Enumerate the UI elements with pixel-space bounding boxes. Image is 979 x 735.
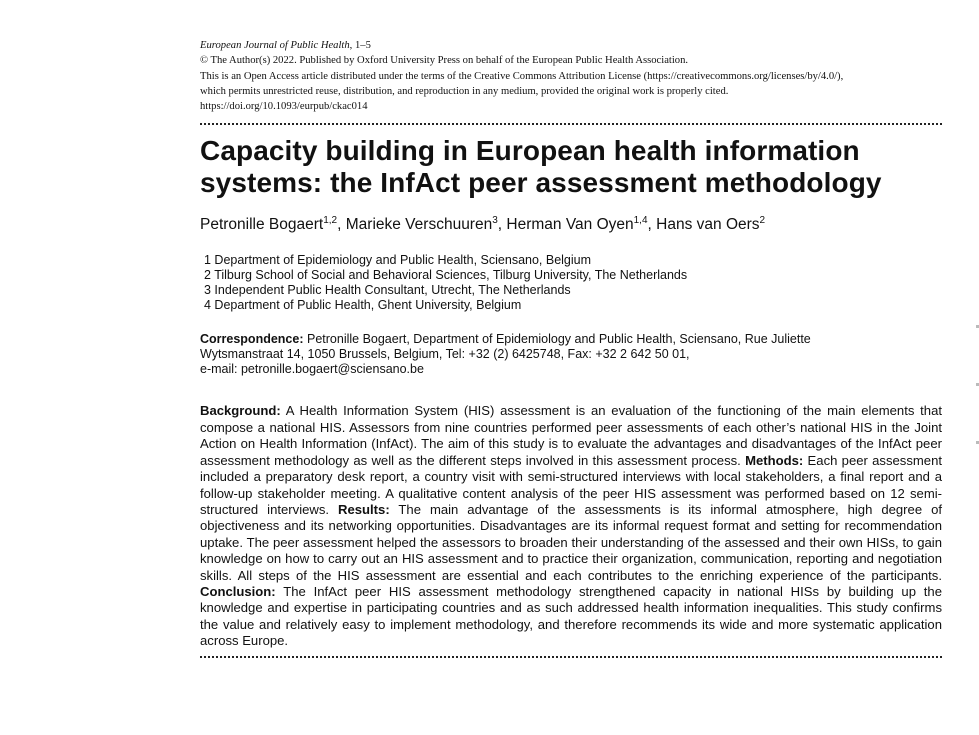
journal-pages: , 1–5 [349,40,371,51]
article-title [200,135,942,199]
author-list: Petronille Bogaert$^{1,2}$, Marieke Verschuuren$^3$, Herman Van Oyen$^{1,4}$, Hans van Oers$^2$ [200,215,766,234]
correspondence-email[interactable]: e-mail: petronille.bogaert@sciensano.be [200,362,424,377]
license-line-2: which permits unrestricted reuse, distribution, and reproduction in any medium, provided the original work is properly cited. [200,85,729,97]
journal-name: European Journal of Public Health [200,40,350,51]
author-name[interactable]: Marieke Verschuuren [345,216,493,234]
correspondence-line-1: Petronille Bogaert, Department of Epidemiology and Public Health, Sciensano, Rue Juliette [306,332,811,347]
journal-header [200,38,942,114]
background-text: A Health Information System (HIS) assessment is an evaluation of the functioning of the main elements that compose a national HIS. Assessors from nine countries performed peer assessments of each other’s national HIS in the Joint Action on Health Information (InfAct). The aim of this study is to evaluate the advantages and disadvantages of the InfAct peer assessment methodology as well as the different steps involved in this assessment process. [200,403,942,468]
correspondence [200,332,942,377]
author-affiliation-sup: 3 [492,215,498,227]
affiliation-item: 3 Independent Public Health Consultant, Utrecht, The Netherlands [204,283,571,298]
author-affiliation-sup: 2 [759,215,766,227]
copyright-line: © The Author(s) 2022. Published by Oxford University Press on behalf of the European Public Health Association. [200,55,689,67]
methods-label: Methods: [745,452,804,468]
results-text: The main advantage of the assessments is its informal atmosphere, high degree of objectiveness and its networking opportunities. Disadvantages are its informal request format and setting for recommendation uptake. The peer assessment helped the assessors to broaden their understanding of the assessed and their own HISs, to gain knowledge on how to carry out an HIS assessment and to practice their organization, communication, reporting and negotiation skills. All steps of the HIS assessment are essential and each contributes to the enriching experience of the participants. [200,501,942,583]
author-name[interactable]: Hans van Oers [656,216,760,234]
title-line-1: Capacity building in European health information [200,135,860,167]
journal-citation [200,38,942,53]
affiliation-item: 2 Tilburg School of Social and Behavioral Sciences, Tilburg University, The Netherlands [204,268,688,283]
license-line-1: This is an Open Access article distributed under the terms of the Creative Commons Attribution License (https://creativecommons.org/licenses/by/4.0/), [200,70,844,82]
author-name[interactable]: Herman Van Oyen [506,216,634,234]
affiliations [200,253,942,313]
doi-link[interactable]: https://doi.org/10.1093/eurpub/ckac014 [200,101,368,113]
article-page [200,38,942,658]
conclusion-label: Conclusion: [200,583,276,599]
results-label: Results: [338,501,390,517]
conclusion-text: The InfAct peer HIS assessment methodology strengthened capacity in national HISs by building up the knowledge and expertise in participating countries and as such addressed health information inequalities. This study confirms the value and relatively easy to implement methodology, and therefore recommends its wide and more systematic application across Europe. [200,583,942,649]
abstract [200,403,942,649]
dotted-divider-bottom [200,656,942,658]
correspondence-line-2: Wytsmanstraat 14, 1050 Brussels, Belgium, Tel: +32 (2) 6425748, Fax: +32 2 642 50 01, [200,347,690,362]
correspondence-label: Correspondence: [200,332,304,347]
methods-text: Each peer assessment included a preparatory desk report, a country visit with semi-structured interviews with local stakeholders, a final report and a follow-up stakeholder meeting. A qualitative content analysis of the peer HIS assessment was performed based on 12 semi-structured interviews. [200,452,943,517]
author-affiliation-sup: 1,2 [323,215,338,227]
background-label: Background: [200,403,281,419]
affiliation-item: 1 Department of Epidemiology and Public Health, Sciensano, Belgium [204,253,592,268]
author-affiliation-sup: 1,4 [633,215,648,227]
title-line-2: systems: the InfAct peer assessment methodology [200,167,882,199]
author-name[interactable]: Petronille Bogaert [200,216,324,234]
dotted-divider-top [200,123,942,125]
affiliation-item: 4 Department of Public Health, Ghent University, Belgium [204,298,522,313]
